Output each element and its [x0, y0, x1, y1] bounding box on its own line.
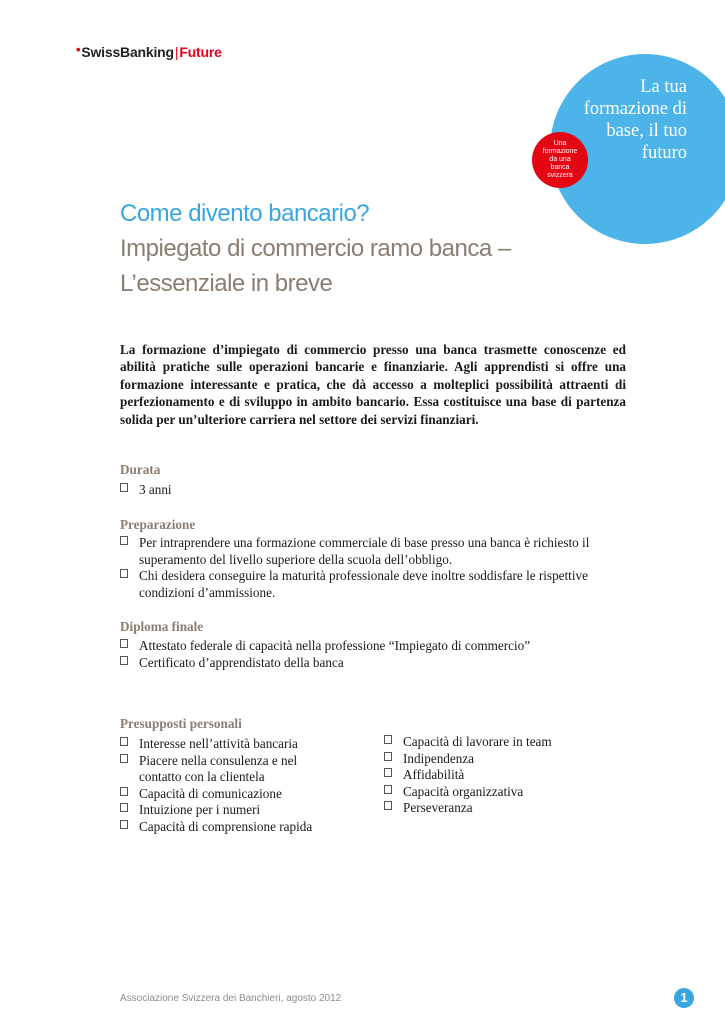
bullet-icon — [120, 656, 128, 665]
list-item: Piacere nella consulenza e nel contatto con la clientela — [120, 753, 320, 786]
bullet-icon — [120, 787, 128, 796]
durata-list — [120, 482, 620, 499]
badge-line: Una — [553, 140, 567, 147]
bullet-icon — [120, 639, 128, 648]
badge-line: da una banca — [549, 156, 571, 171]
presupposti-list-right — [384, 734, 624, 817]
preparazione-list — [120, 535, 620, 601]
diploma-list — [120, 638, 620, 671]
list-item: Indipendenza — [384, 751, 624, 768]
section-title-preparazione: Preparazione — [120, 517, 196, 532]
bullet-icon — [384, 735, 392, 744]
page-subtitle: Impiegato di commercio ramo banca – — [120, 235, 511, 262]
badge-line: svizzera — [547, 172, 573, 179]
list-item: Intuizione per i numeri — [120, 802, 320, 819]
list-item: Capacità di comunicazione — [120, 786, 320, 803]
intro-paragraph: La formazione d’impiegato di commercio presso una banca trasmette conoscenze ed abilità pratiche sulle operazioni bancarie e finanziarie. Agli apprendisti si offre una formazione interessante e pratica, che dà accesso a molteplici possibilità attraenti di perfezionamento e di sviluppo in ambito bancario. Essa costituisce una base di partenza solida per un’ulteriore carriera nel settore dei servizi finanziari. — [120, 342, 626, 427]
circle-slogan-line: La tua — [640, 77, 687, 97]
list-item: Interesse nell’attività bancaria — [120, 736, 320, 753]
list-item: Attestato federale di capacità nella professione “Impiegato di commercio” — [120, 638, 620, 655]
circle-slogan-line: base, il tuo — [606, 121, 687, 141]
bullet-icon — [384, 768, 392, 777]
list-item: Per intraprendere una formazione commerciale di base presso una banca è richiesto il superamento del livello superiore della scuola dell’obbligo. — [120, 535, 620, 568]
bullet-icon — [384, 801, 392, 810]
list-item: Capacità di lavorare in team — [384, 734, 624, 751]
list-item: Capacità di comprensione rapida — [120, 819, 320, 836]
bullet-icon — [120, 754, 128, 763]
page-subtitle-2: L’essenziale in breve — [120, 270, 333, 297]
list-item: Affidabilità — [384, 767, 624, 784]
bullet-icon — [120, 737, 128, 746]
bullet-icon — [384, 785, 392, 794]
list-item: Chi desidera conseguire la maturità professionale deve inoltre soddisfare le rispettive condizioni d’ammissione. — [120, 568, 620, 601]
bullet-icon — [120, 536, 128, 545]
circle-slogan-line: futuro — [641, 143, 687, 163]
section-title-durata: Durata — [120, 462, 161, 477]
badge-line: formazione — [542, 148, 578, 155]
list-item: Certificato d’apprendistato della banca — [120, 655, 620, 672]
bullet-icon — [120, 569, 128, 578]
circle-slogan-line: formazione di — [583, 99, 687, 119]
list-item: Capacità organizzativa — [384, 784, 624, 801]
logo-suffix: Future — [179, 44, 222, 60]
page-title: Come divento bancario? — [120, 200, 370, 227]
logo-brand: SwissBanking — [81, 44, 174, 60]
section-title-diploma: Diploma finale — [120, 619, 204, 634]
bullet-icon — [120, 820, 128, 829]
list-item: 3 anni — [120, 482, 620, 499]
bullet-icon — [384, 752, 392, 761]
red-badge — [532, 132, 588, 188]
list-item: Perseveranza — [384, 800, 624, 817]
logo-separator: | — [174, 44, 179, 60]
logo-swissbanking-future — [76, 44, 222, 60]
footer-text: Associazione Svizzera dei Banchieri, agosto 2012 — [120, 993, 342, 1004]
presupposti-list-left — [120, 736, 320, 835]
bullet-icon — [120, 803, 128, 812]
bullet-icon — [120, 483, 128, 492]
section-title-presupposti: Presupposti personali — [120, 716, 242, 731]
logo-dot: • — [76, 42, 81, 57]
page-number: 1 — [674, 988, 694, 1008]
